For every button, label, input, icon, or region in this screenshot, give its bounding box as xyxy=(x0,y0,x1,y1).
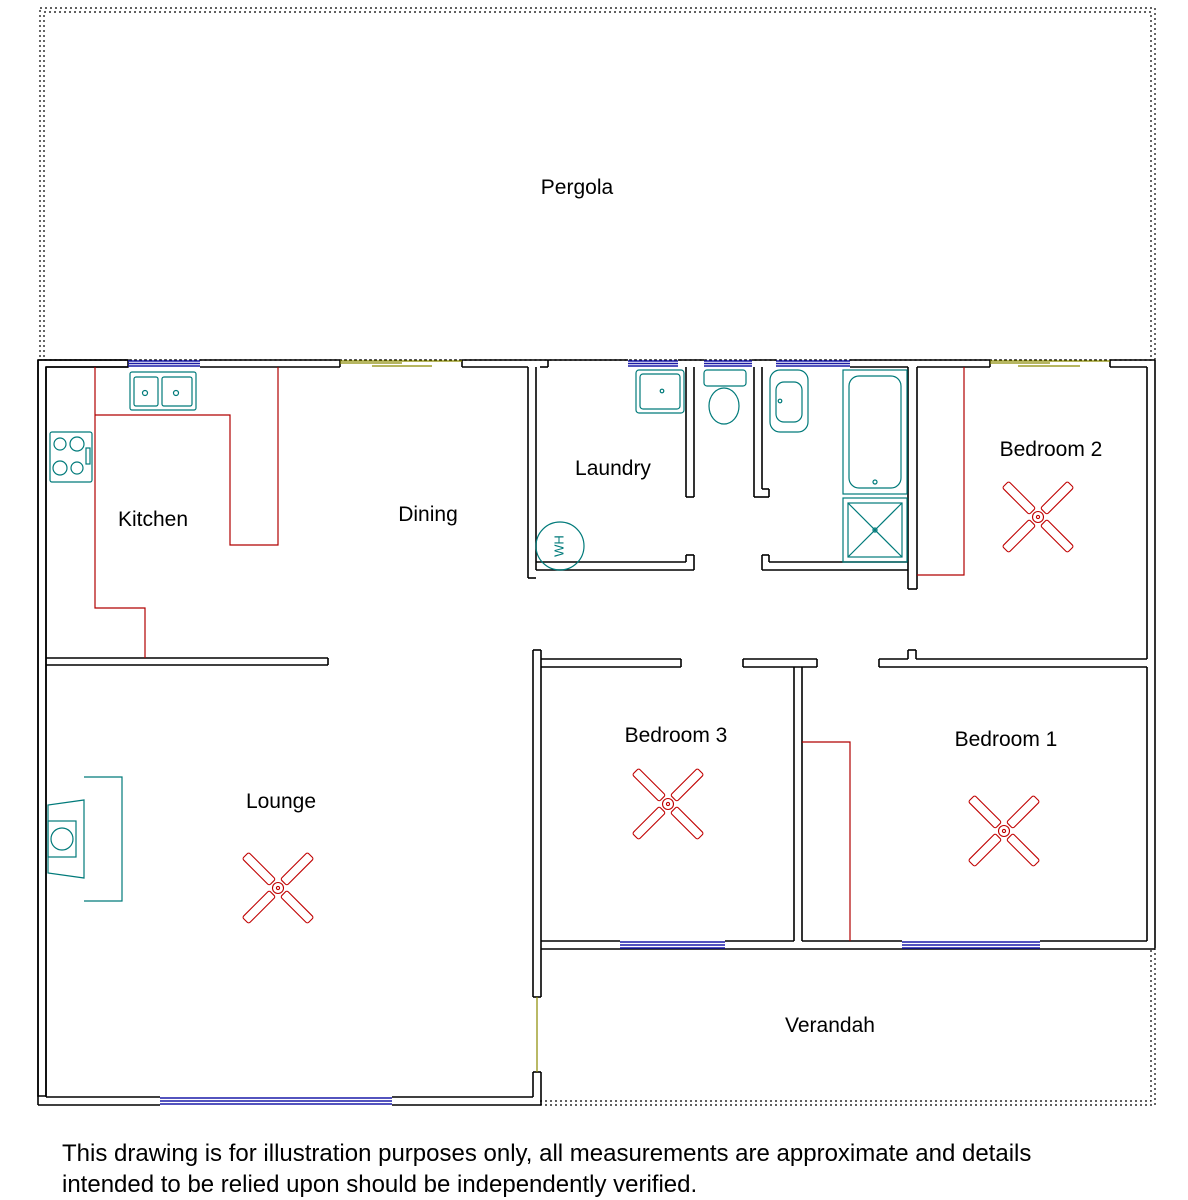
laundry-tub-icon xyxy=(636,370,684,413)
shower-icon xyxy=(843,498,907,562)
room-labels xyxy=(118,176,1102,1037)
room-label-verandah: Verandah xyxy=(785,1014,875,1037)
kitchen-sink-icon xyxy=(130,372,196,410)
disclaimer xyxy=(62,1138,1162,1200)
room-label-laundry: Laundry xyxy=(575,457,651,480)
water-heater-label: WH xyxy=(551,535,567,557)
ceiling-fan-icon xyxy=(242,852,313,923)
bathtub-icon xyxy=(843,370,907,494)
room-label-bedroom-3: Bedroom 3 xyxy=(624,724,728,747)
ceiling-fan-icon xyxy=(968,795,1039,866)
ceiling-fan-icon xyxy=(632,768,703,839)
disclaimer-line-1: This drawing is for illustration purposes only, all measurements are approximate and details xyxy=(62,1140,1032,1167)
room-label-bedroom-1: Bedroom 1 xyxy=(954,728,1058,751)
cooktop-icon xyxy=(50,432,92,482)
vanity-basin-icon xyxy=(770,370,808,432)
fireplace-icon xyxy=(48,777,122,901)
room-label-dining: Dining xyxy=(398,503,458,526)
room-label-kitchen: Kitchen xyxy=(117,508,189,531)
ceiling-fan-icon xyxy=(1002,481,1073,552)
sliding-doors xyxy=(340,361,1110,1072)
wardrobes xyxy=(802,367,964,941)
toilet-icon xyxy=(704,370,746,424)
ceiling-fans xyxy=(242,481,1073,923)
room-label-pergola: Pergola xyxy=(540,176,614,199)
room-label-lounge: Lounge xyxy=(245,790,317,813)
room-label-bedroom-2: Bedroom 2 xyxy=(999,438,1103,461)
disclaimer-line-2: intended to be relied upon should be independently verified. xyxy=(62,1171,698,1198)
